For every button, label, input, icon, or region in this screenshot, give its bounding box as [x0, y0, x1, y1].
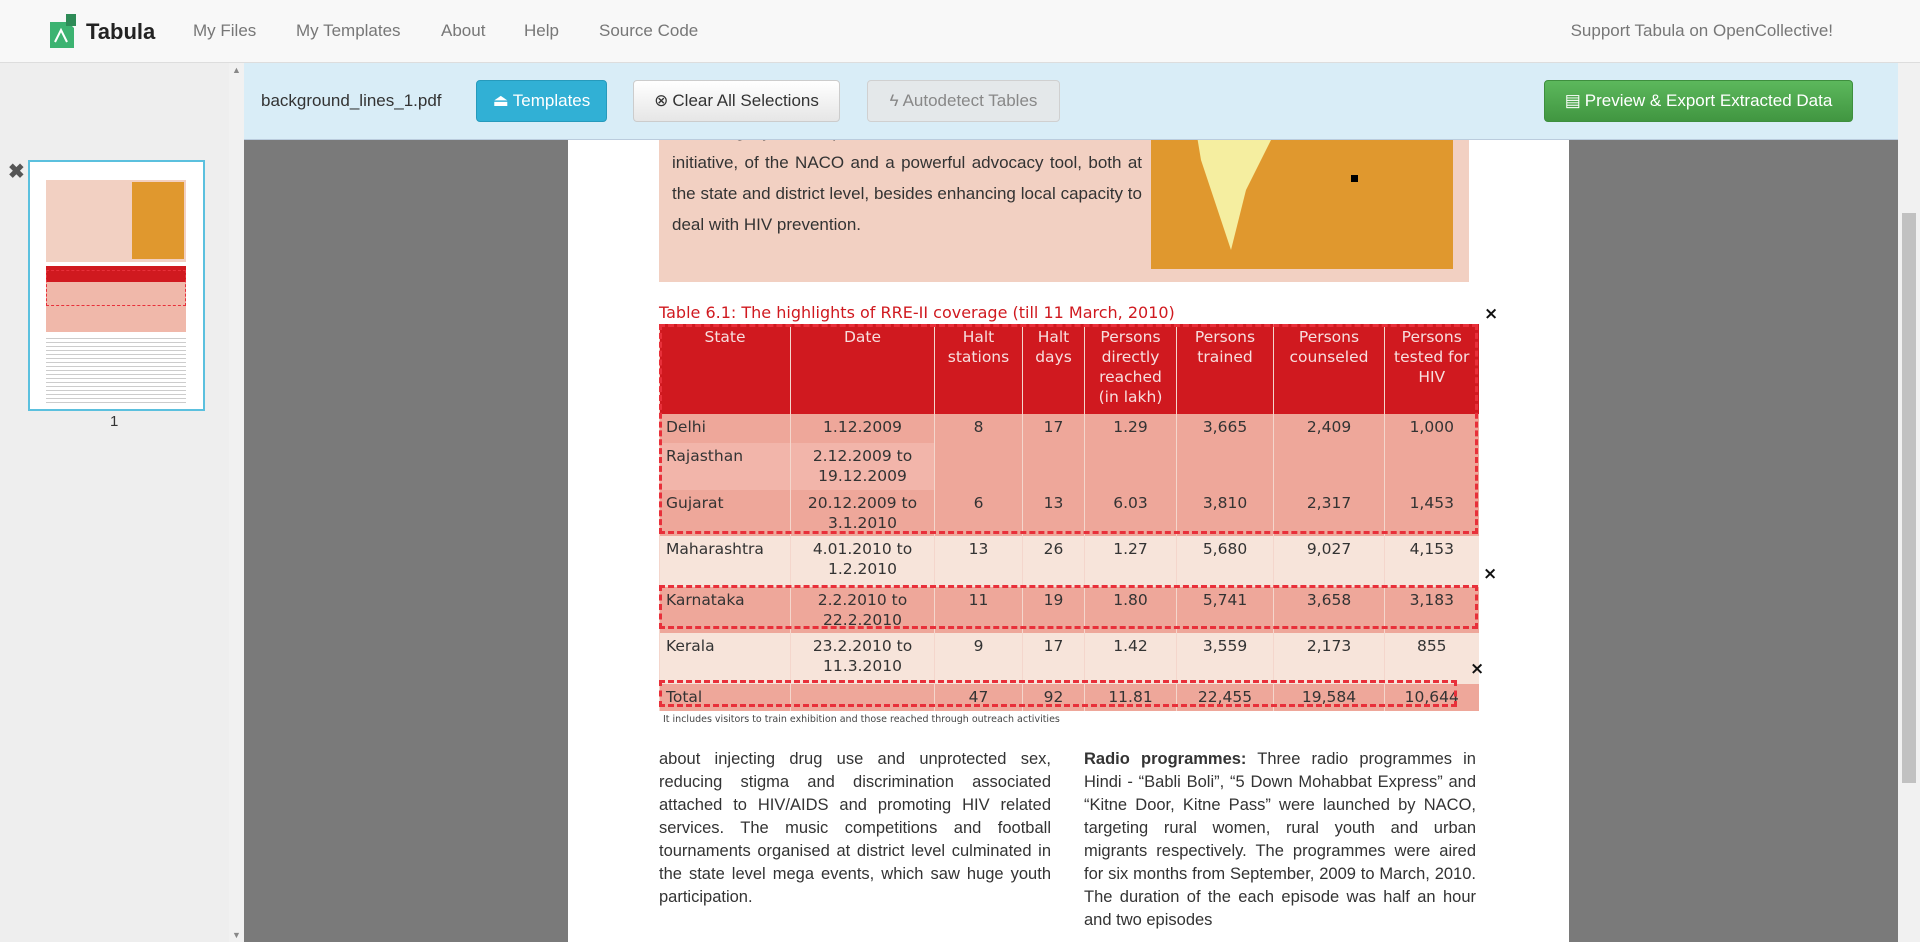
- table-row: [660, 633, 1479, 684]
- cell: 1,000: [1385, 414, 1479, 490]
- header-cell: Halt days: [1023, 324, 1085, 414]
- header-cell: Persons counseled: [1274, 324, 1385, 414]
- page-number: 1: [110, 413, 119, 430]
- templates-button[interactable]: [476, 80, 607, 122]
- cell: Karnataka: [660, 587, 791, 633]
- cell: 855: [1385, 633, 1479, 684]
- cell: 1.80: [1085, 587, 1177, 633]
- cell: 4,153: [1385, 536, 1479, 587]
- header-cell: Persons directly reached (in lakh): [1085, 324, 1177, 414]
- cell: 1.27: [1085, 536, 1177, 587]
- close-selection-icon[interactable]: ×: [1470, 659, 1485, 679]
- cell: 47: [935, 684, 1023, 711]
- cell: Maharashtra: [660, 536, 791, 587]
- cell: 3,183: [1385, 587, 1479, 633]
- radio-heading: Radio programmes:: [1084, 750, 1247, 768]
- selection-box[interactable]: [659, 585, 1478, 629]
- cell: 5,680: [1177, 536, 1274, 587]
- toolbar: [244, 63, 1898, 140]
- cell: 6: [935, 490, 1023, 536]
- cell: 2,317: [1274, 490, 1385, 536]
- table-title: Table 6.1: The highlights of RRE-II coverage (till 11 March, 2010): [659, 303, 1175, 322]
- header-cell: Halt stations: [935, 324, 1023, 414]
- header-cell: State: [660, 324, 791, 414]
- templates-label: Templates: [512, 91, 591, 110]
- nav-support[interactable]: Support Tabula on OpenCollective!: [1570, 21, 1833, 40]
- page-thumbnail[interactable]: [28, 160, 205, 411]
- nav-help[interactable]: Help: [524, 21, 559, 40]
- autodetect-tables-button[interactable]: [867, 80, 1060, 122]
- cell: 2.2.2010 to 22.2.2010: [791, 587, 935, 633]
- navbar: [0, 0, 1920, 63]
- nav-about[interactable]: About: [441, 21, 486, 40]
- header-cell: Persons trained: [1177, 324, 1274, 414]
- cell: 3,658: [1274, 587, 1385, 633]
- cell: 9,027: [1274, 536, 1385, 587]
- cell: 20.12.2009 to 3.1.2010: [791, 490, 935, 536]
- autodetect-label: Autodetect Tables: [902, 91, 1038, 110]
- cell: 1.29: [1085, 414, 1177, 490]
- right-column-text: [1084, 748, 1476, 932]
- templates-icon: ⏏: [492, 91, 509, 110]
- cell: 3,810: [1177, 490, 1274, 536]
- header-cell: Date: [791, 324, 935, 414]
- cell: Total: [660, 684, 791, 711]
- cell: 26: [1023, 536, 1085, 587]
- nav-my-files[interactable]: My Files: [193, 21, 257, 40]
- cell: Kerala: [660, 633, 791, 684]
- cell: 11: [935, 587, 1023, 633]
- cell: 10,644: [1385, 684, 1479, 711]
- cell: 4.01.2010 to 1.2.2010: [791, 536, 935, 587]
- cell: 6.03: [1085, 490, 1177, 536]
- cell: 23.2.2010 to 11.3.2010: [791, 633, 935, 684]
- cell: 13: [935, 536, 1023, 587]
- page-sidebar: [0, 63, 244, 942]
- cell: Rajasthan: [660, 443, 791, 490]
- scrollbar-thumb[interactable]: [1902, 213, 1916, 783]
- nav-source-code[interactable]: Source Code: [599, 21, 699, 40]
- cell: 92: [1023, 684, 1085, 711]
- cell: 3,665: [1177, 414, 1274, 490]
- cell: Gujarat: [660, 490, 791, 536]
- cell: 17: [1023, 414, 1085, 490]
- cell: 8: [935, 414, 1023, 490]
- pdf-page[interactable]: [568, 140, 1569, 942]
- viewer-scrollbar[interactable]: [1898, 63, 1920, 942]
- table-row: [660, 536, 1479, 587]
- cell: 19,584: [1274, 684, 1385, 711]
- cell: 2,173: [1274, 633, 1385, 684]
- sidebar-scrollbar[interactable]: ▲ ▼: [229, 63, 244, 942]
- cell: 5,741: [1177, 587, 1274, 633]
- brand[interactable]: Tabula: [86, 19, 156, 44]
- header-cell: Persons tested for HIV: [1385, 324, 1479, 414]
- cell: 19: [1023, 587, 1085, 633]
- cell: 1,453: [1385, 490, 1479, 536]
- cell: 9: [935, 633, 1023, 684]
- cell: 1.42: [1085, 633, 1177, 684]
- close-selection-icon[interactable]: ×: [1483, 564, 1498, 584]
- selection-box[interactable]: [659, 680, 1457, 707]
- table-icon: ▤: [1564, 91, 1581, 110]
- cell: Delhi: [660, 414, 791, 443]
- cell: 17: [1023, 633, 1085, 684]
- filename: background_lines_1.pdf: [261, 91, 442, 110]
- cell: 3,559: [1177, 633, 1274, 684]
- india-map-image: [1151, 140, 1453, 269]
- lightning-icon: ϟ: [889, 91, 899, 110]
- cell: 2.12.2009 to 19.12.2009: [791, 443, 935, 490]
- clear-icon: ⊗: [654, 91, 669, 110]
- clear-label: Clear All Selections: [672, 91, 819, 110]
- clear-selections-button[interactable]: [633, 80, 840, 122]
- selection-box[interactable]: [659, 324, 1478, 534]
- cell: 1.12.2009: [791, 414, 935, 443]
- remove-page-icon[interactable]: ✖: [8, 161, 25, 183]
- cell: 2,409: [1274, 414, 1385, 490]
- cell: 11.81: [1085, 684, 1177, 711]
- intro-text: initiative, of the NACO and a powerful advocacy tool, both at the state and district level, besides enhancing local capacity to deal with HIV prevention.: [672, 153, 1142, 234]
- preview-label: Preview & Export Extracted Data: [1584, 91, 1833, 110]
- nav-my-templates[interactable]: My Templates: [296, 21, 401, 40]
- left-column-text: about injecting drug use and unprotected sex, reducing stigma and discrimination associated attached to HIV/AIDS and promoting HIV related services. The music competitions and football tournaments organised at district level culminated in the state level mega events, which saw huge youth participation.: [659, 750, 1051, 906]
- tabula-logo-icon[interactable]: [48, 14, 76, 48]
- radio-text: Three radio programmes in Hindi - “Babli Boli”, “5 Down Mohabbat Express” and “Kitne Door, Kitne Pass” were launched by NACO, targeting rural women, rural youth and urban migrants respectively. The programmes were aired for six months from September, 2009 to March, 2010. The duration of the each episode was half an hour and two episodes: [1084, 750, 1476, 929]
- close-selection-icon[interactable]: ×: [1484, 304, 1499, 324]
- cell: 13: [1023, 490, 1085, 536]
- preview-export-button[interactable]: [1544, 80, 1853, 122]
- cell: 22,455: [1177, 684, 1274, 711]
- pdf-viewer: [244, 140, 1898, 942]
- table-footnote: It includes visitors to train exhibition and those reached through outreach activities: [663, 714, 1060, 725]
